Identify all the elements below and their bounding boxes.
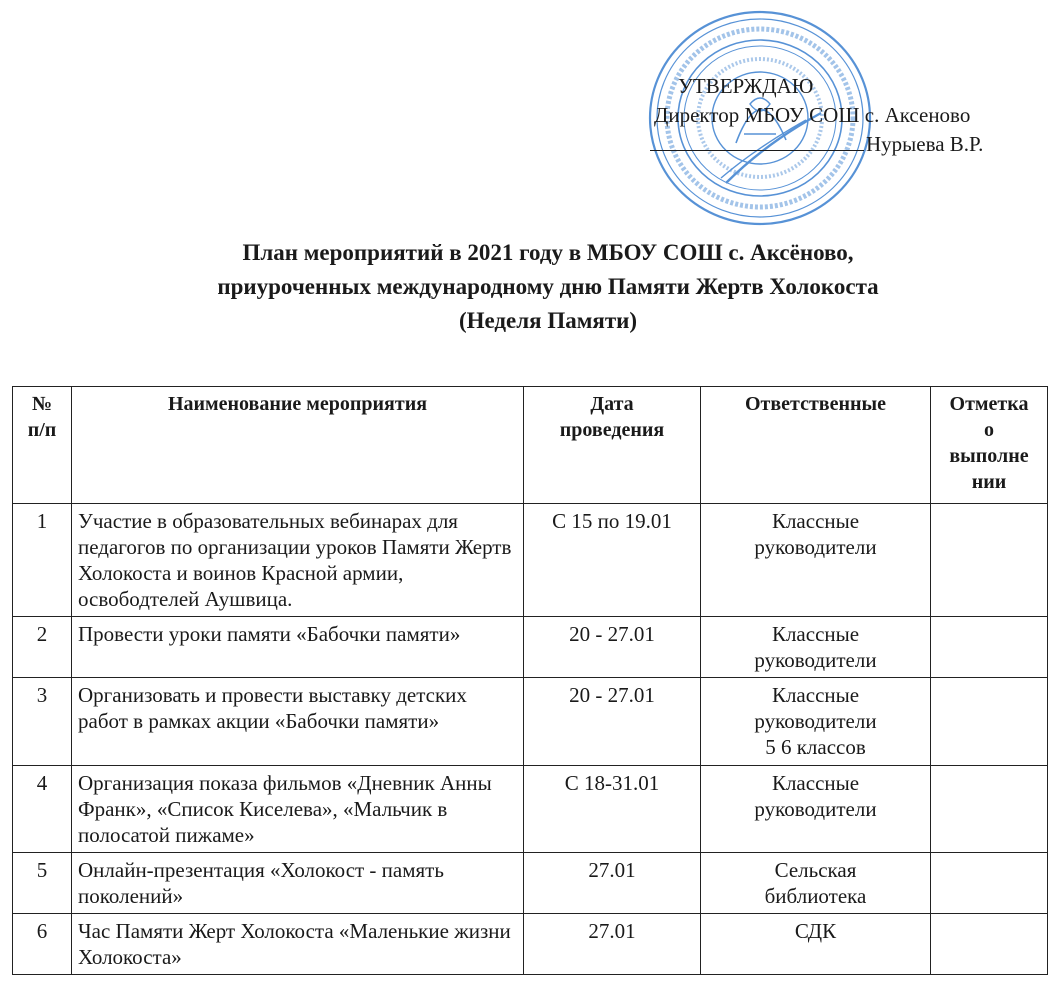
header-mark-line: выполне xyxy=(949,445,1029,467)
header-date xyxy=(524,387,701,504)
cell-date: 20 - 27.01 xyxy=(524,678,701,766)
cell-responsible xyxy=(701,766,931,853)
header-num-line: п/п xyxy=(27,419,57,441)
cell-name: Час Памяти Жерт Холокоста «Маленькие жизни Холокоста» xyxy=(72,914,524,975)
header-mark xyxy=(931,387,1048,504)
cell-mark xyxy=(931,766,1048,853)
table-row xyxy=(13,853,1048,914)
header-mark-line: нии xyxy=(971,471,1007,493)
resp-line: Классные xyxy=(771,771,860,795)
cell-responsible xyxy=(701,914,931,975)
cell-responsible xyxy=(701,504,931,617)
cell-num: 4 xyxy=(13,766,72,853)
table-row xyxy=(13,914,1048,975)
cell-responsible xyxy=(701,617,931,678)
title-line-3: (Неделя Памяти) xyxy=(458,308,638,333)
resp-line: руководители xyxy=(754,648,877,672)
approval-signature-line xyxy=(650,130,1010,158)
resp-line: 5 6 классов xyxy=(765,735,866,759)
approval-heading: УТВЕРЖДАЮ xyxy=(678,74,814,98)
header-name: Наименование мероприятия xyxy=(72,387,524,504)
cell-num: 5 xyxy=(13,853,72,914)
cell-mark xyxy=(931,678,1048,766)
cell-mark xyxy=(931,853,1048,914)
resp-line: библиотека xyxy=(764,884,867,908)
resp-line: Классные xyxy=(771,683,860,707)
cell-responsible xyxy=(701,678,931,766)
cell-num: 6 xyxy=(13,914,72,975)
cell-responsible xyxy=(701,853,931,914)
title-line-1: План мероприятий в 2021 году в МБОУ СОШ с. Аксёново, xyxy=(242,240,854,265)
cell-name: Онлайн-презентация «Холокост - память поколений» xyxy=(72,853,524,914)
cell-num: 1 xyxy=(13,504,72,617)
table-row xyxy=(13,766,1048,853)
resp-line: СДК xyxy=(794,919,837,943)
signature-rule xyxy=(650,150,864,151)
cell-date: 27.01 xyxy=(524,853,701,914)
cell-name: Участие в образовательных вебинарах для педагогов по организации уроков Памяти Жертв Холокоста и воинов Красной армии, освободтелей Аушвица. xyxy=(72,504,524,617)
cell-name: Организация показа фильмов «Дневник Анны Франк», «Список Киселева», «Мальчик в полосатой пижаме» xyxy=(72,766,524,853)
table-header-row xyxy=(13,387,1048,504)
resp-line: Классные xyxy=(771,509,860,533)
resp-line: Классные xyxy=(771,622,860,646)
title-line-2: приуроченных международному дню Памяти Жертв Холокоста xyxy=(217,274,879,299)
header-date-line: проведения xyxy=(559,419,665,441)
cell-num: 2 xyxy=(13,617,72,678)
cell-mark xyxy=(931,914,1048,975)
table-row xyxy=(13,504,1048,617)
approval-name: Нурыева В.Р. xyxy=(866,132,984,156)
resp-line: руководители xyxy=(754,709,877,733)
header-num-line: № xyxy=(31,393,53,415)
table-row xyxy=(13,678,1048,766)
resp-line: руководители xyxy=(754,797,877,821)
cell-name: Провести уроки памяти «Бабочки памяти» xyxy=(72,617,524,678)
approval-position: Директор МБОУ СОШ с. Аксеново xyxy=(654,103,971,127)
events-plan-table xyxy=(12,386,1048,975)
cell-num: 3 xyxy=(13,678,72,766)
header-responsible: Ответственные xyxy=(701,387,931,504)
cell-date: С 18-31.01 xyxy=(524,766,701,853)
cell-mark xyxy=(931,617,1048,678)
header-num xyxy=(13,387,72,504)
cell-name: Организовать и провести выставку детских работ в рамках акции «Бабочки памяти» xyxy=(72,678,524,766)
header-mark-line: Отметка xyxy=(949,393,1029,415)
header-date-line: Дата xyxy=(590,393,634,415)
table-row xyxy=(13,617,1048,678)
resp-line: Сельская xyxy=(774,858,857,882)
document-title xyxy=(0,236,1056,338)
resp-line: руководители xyxy=(754,535,877,559)
cell-date: 20 - 27.01 xyxy=(524,617,701,678)
cell-date: С 15 по 19.01 xyxy=(524,504,701,617)
cell-date: 27.01 xyxy=(524,914,701,975)
header-mark-line: о xyxy=(984,419,994,441)
cell-mark xyxy=(931,504,1048,617)
